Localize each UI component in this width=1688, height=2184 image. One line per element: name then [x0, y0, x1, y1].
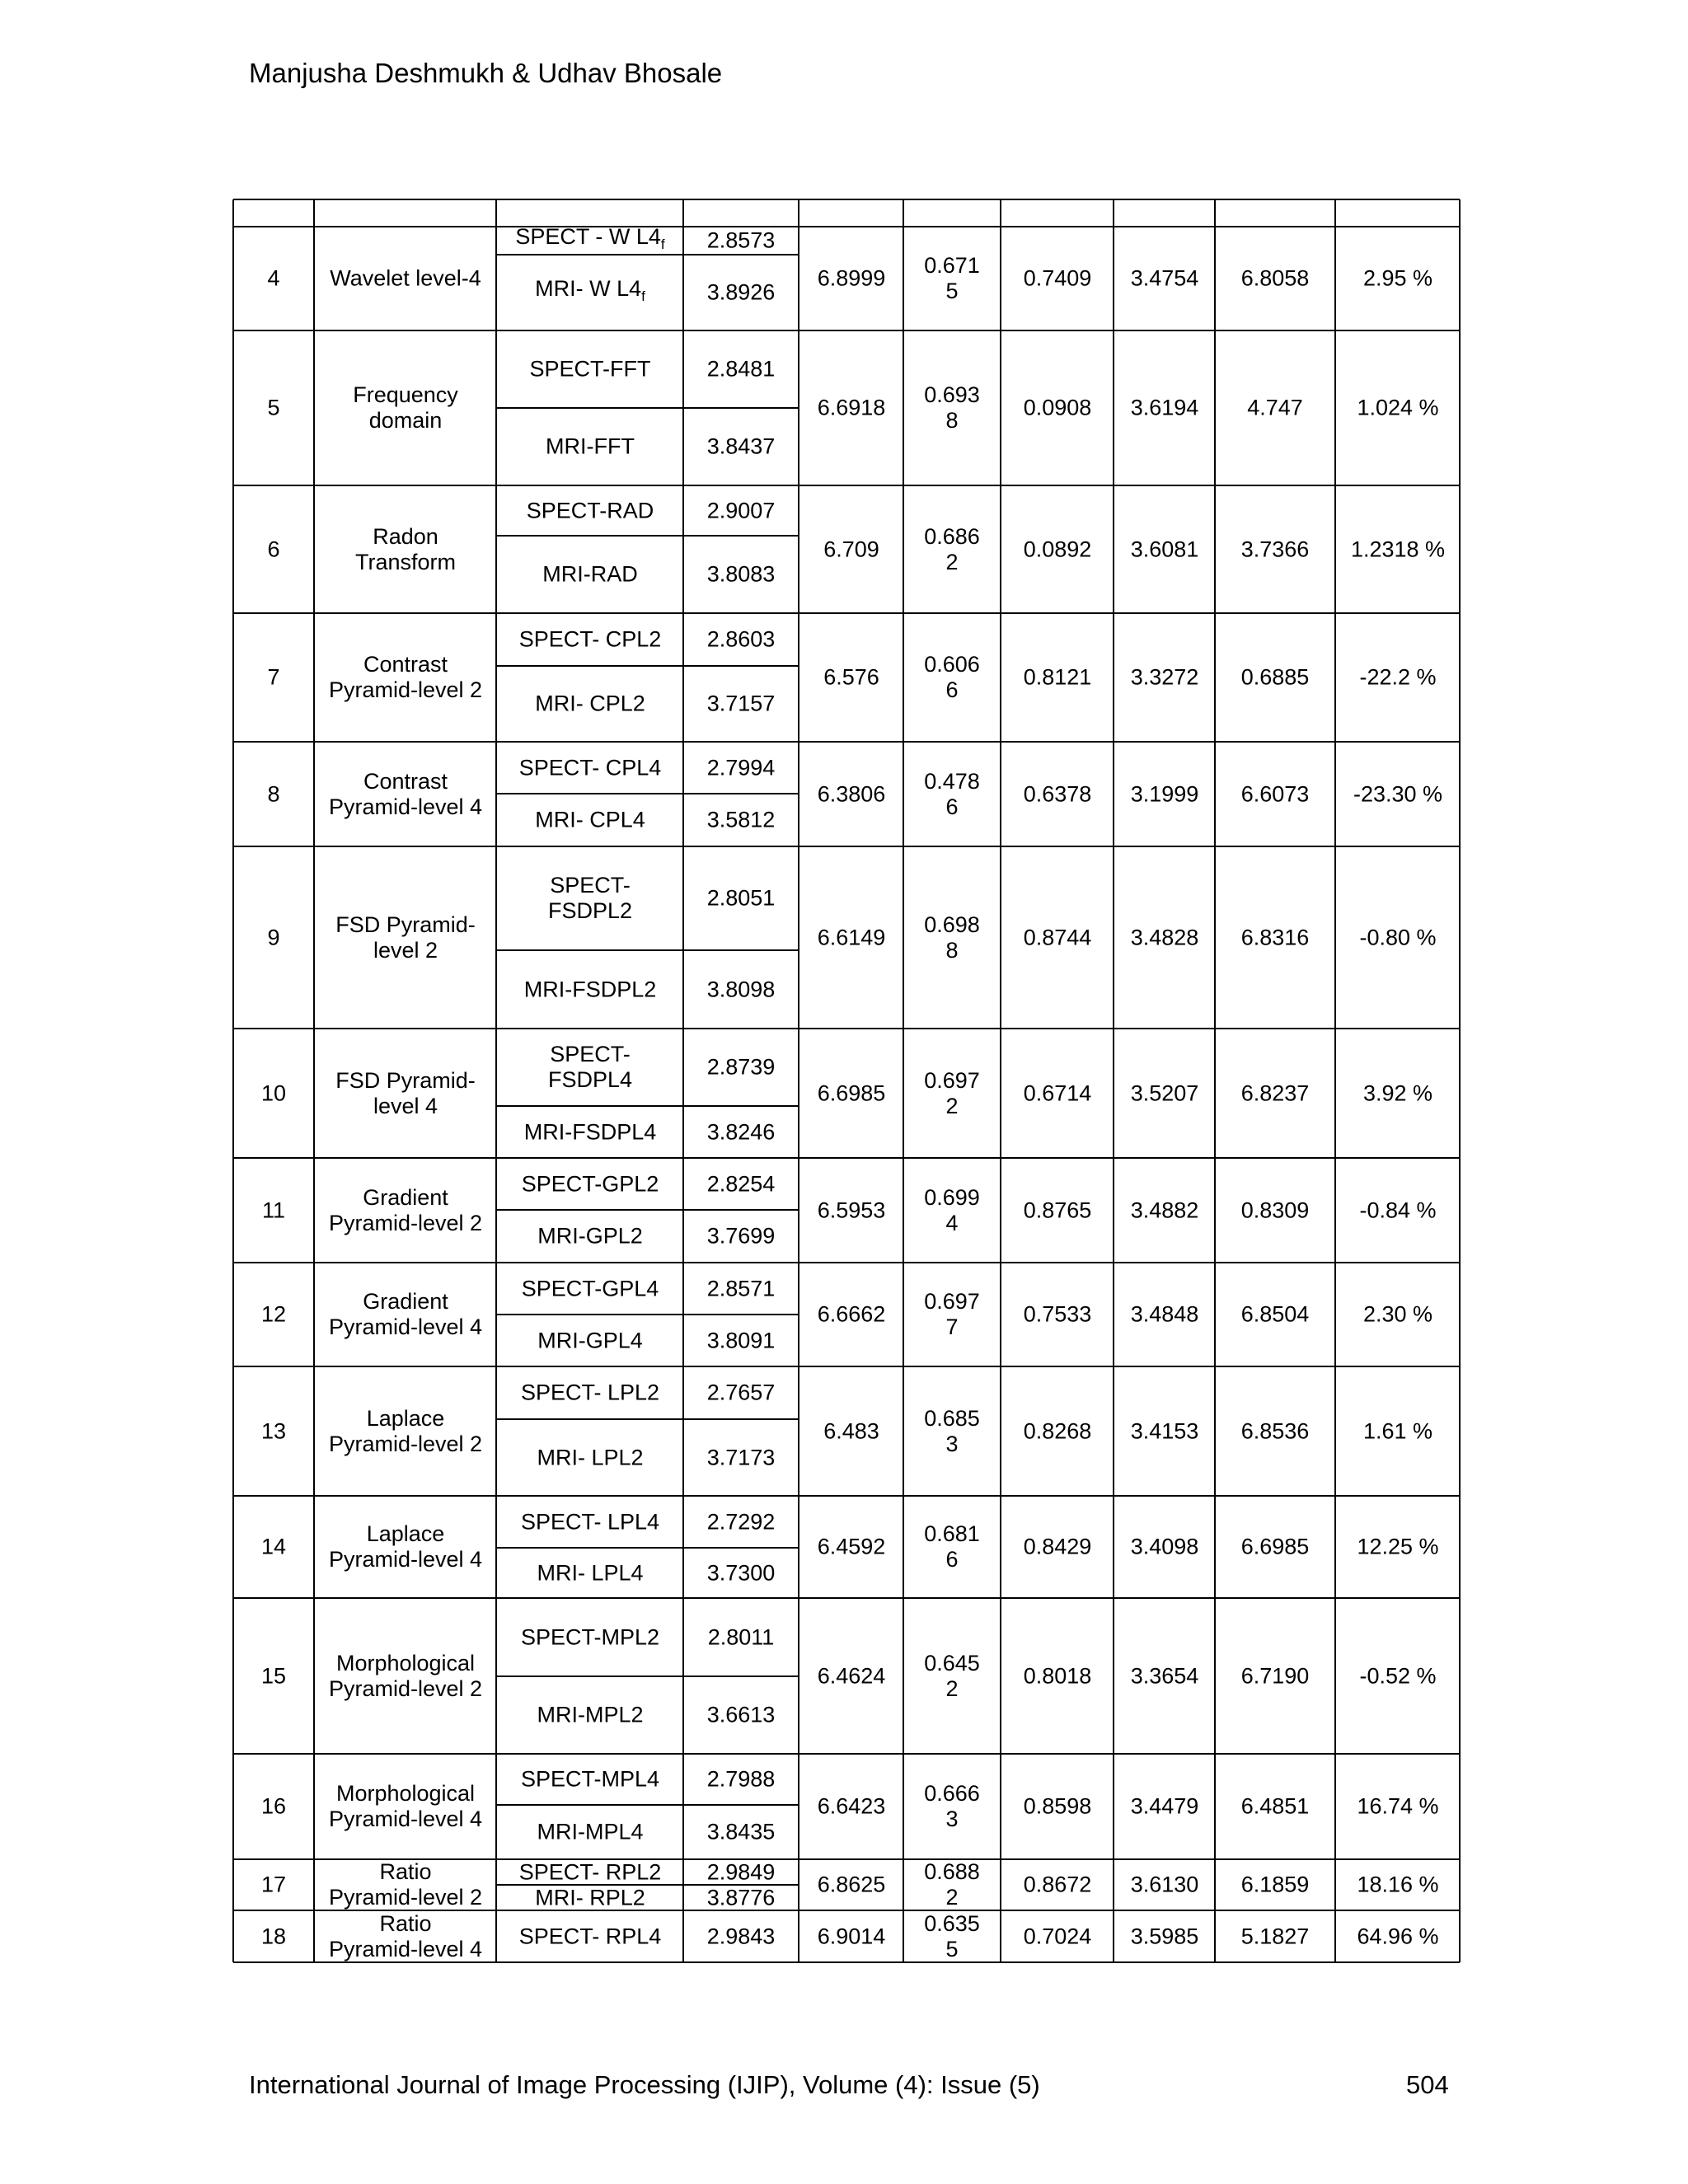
mri-value: 3.8776 — [706, 1885, 776, 1910]
spect-value: 2.8481 — [706, 356, 776, 382]
fusion-method: Radon Transform — [354, 523, 457, 574]
spect-value: 2.9843 — [706, 1924, 776, 1948]
fusion-method: Contrast Pyramid-level 2 — [328, 652, 483, 702]
metric-cell: 3.4828 — [1130, 925, 1199, 949]
running-header: Manjusha Deshmukh & Udhav Bhosale — [249, 58, 723, 88]
mri-label: MRI-MPL2 — [537, 1702, 644, 1727]
mri-label: MRI-MPL4 — [537, 1819, 644, 1844]
spect-value: 2.8603 — [706, 626, 776, 652]
metric-cell: 5.1827 — [1240, 1924, 1310, 1948]
metric-cell: 0.0892 — [1023, 537, 1092, 561]
mri-value: 3.8435 — [706, 1819, 776, 1844]
spect-label: SPECT- LPL4 — [520, 1509, 660, 1534]
metric-cell: 0.8268 — [1023, 1418, 1092, 1443]
metric-cell: 6.709 — [823, 537, 879, 561]
row-number: 5 — [267, 395, 280, 420]
metric-cell: 6.6985 — [817, 1080, 886, 1105]
metric-cell: 6.5953 — [817, 1197, 886, 1222]
mri-value: 3.7173 — [706, 1445, 776, 1469]
metric-cell: 0.697 7 — [924, 1289, 980, 1339]
row-number: 15 — [260, 1663, 287, 1688]
mri-label: MRI- CPL2 — [535, 691, 645, 716]
mri-label: MRI-FSDPL4 — [523, 1119, 657, 1144]
metric-cell: 3.7366 — [1240, 537, 1310, 561]
metric-cell: 3.6081 — [1130, 537, 1199, 561]
percent-cell: 3.92 % — [1362, 1080, 1433, 1105]
metric-cell: 0.645 2 — [924, 1650, 980, 1701]
metric-cell: 3.4848 — [1130, 1301, 1199, 1327]
metric-cell: 3.3654 — [1130, 1663, 1199, 1688]
metric-cell: 3.4882 — [1130, 1197, 1199, 1222]
metric-cell: 0.666 3 — [924, 1781, 980, 1831]
spect-label: SPECT-FFT — [529, 356, 651, 382]
mri-label: MRI- LPL2 — [537, 1445, 644, 1469]
percent-cell: -0.80 % — [1359, 925, 1437, 949]
fusion-method: Ratio Pyramid-level 2 — [328, 1859, 483, 1910]
mri-label: MRI-RAD — [542, 561, 638, 587]
metric-cell: 6.8625 — [817, 1872, 886, 1897]
metric-cell: 0.8672 — [1023, 1872, 1092, 1897]
spect-label: SPECT- CPL2 — [518, 626, 662, 652]
metric-cell: 0.685 3 — [924, 1405, 980, 1456]
percent-cell: 12.25 % — [1357, 1534, 1439, 1559]
mri-value: 3.8083 — [706, 561, 776, 587]
spect-value: 2.8571 — [706, 1276, 776, 1301]
metric-cell: 0.6378 — [1023, 781, 1092, 806]
metric-cell: 6.4592 — [817, 1534, 886, 1559]
percent-cell: -0.84 % — [1359, 1197, 1437, 1222]
fusion-method: Laplace Pyramid-level 2 — [328, 1405, 483, 1456]
metric-cell: 0.693 8 — [924, 382, 980, 433]
metric-cell: 6.6149 — [817, 925, 886, 949]
row-number: 13 — [260, 1418, 287, 1443]
fusion-method: Wavelet level-4 — [330, 265, 481, 291]
mri-label: MRI- LPL4 — [537, 1560, 644, 1585]
spect-value: 2.8573 — [706, 227, 776, 253]
mri-label: MRI-GPL2 — [537, 1223, 643, 1249]
spect-label: SPECT- CPL4 — [518, 755, 662, 780]
metric-cell: 6.6073 — [1240, 781, 1310, 806]
mri-label: MRI- W $L4_f$ — [535, 275, 645, 305]
percent-cell: -22.2 % — [1359, 664, 1437, 690]
metric-cell: 0.686 2 — [924, 523, 980, 574]
metric-cell: 0.8765 — [1023, 1197, 1092, 1222]
spect-label: SPECT- FSDPL4 — [547, 1042, 633, 1092]
metric-cell: 6.483 — [823, 1418, 879, 1443]
mri-label: MRI- CPL4 — [535, 807, 645, 832]
spect-label: SPECT-RAD — [526, 498, 654, 523]
metric-cell: 0.699 4 — [924, 1184, 980, 1235]
percent-cell: 2.30 % — [1362, 1301, 1433, 1327]
row-number: 7 — [267, 664, 280, 690]
fusion-method: Frequency domain — [353, 382, 458, 433]
spect-value: 2.7292 — [706, 1509, 776, 1534]
metric-cell: 0.7409 — [1023, 265, 1092, 291]
metric-cell: 6.8316 — [1240, 925, 1310, 949]
metric-cell: 0.8018 — [1023, 1663, 1092, 1688]
metric-cell: 6.8504 — [1240, 1301, 1310, 1327]
mri-value: 3.5812 — [706, 807, 776, 832]
percent-cell: -0.52 % — [1359, 1663, 1437, 1688]
fusion-method: Morphological Pyramid-level 4 — [328, 1781, 483, 1831]
metric-cell: 6.576 — [823, 664, 879, 690]
percent-cell: 2.95 % — [1362, 265, 1433, 291]
metric-cell: 0.6714 — [1023, 1080, 1092, 1105]
metric-cell: 0.7024 — [1023, 1924, 1092, 1948]
spect-value: 2.7994 — [706, 755, 776, 780]
percent-cell: -23.30 % — [1353, 781, 1443, 806]
fusion-method: Ratio Pyramid-level 4 — [328, 1910, 483, 1961]
row-number: 6 — [267, 537, 280, 561]
row-number: 9 — [267, 925, 280, 949]
row-number: 17 — [260, 1872, 287, 1897]
fusion-method: Gradient Pyramid-level 4 — [328, 1289, 483, 1339]
metric-cell: 0.8121 — [1023, 664, 1092, 690]
mri-value: 3.6613 — [706, 1702, 776, 1727]
metric-cell: 3.6194 — [1130, 395, 1199, 420]
mri-value: 3.8091 — [706, 1328, 776, 1352]
page-number: 504 — [1406, 2070, 1449, 2099]
spect-label: SPECT - W $L4_f$ — [515, 223, 665, 253]
metric-cell: 0.8744 — [1023, 925, 1092, 949]
metric-cell: 6.7190 — [1240, 1663, 1310, 1688]
metric-cell: 0.698 8 — [924, 912, 980, 963]
metric-cell: 3.3272 — [1130, 664, 1199, 690]
spect-value: 2.8739 — [706, 1054, 776, 1080]
row-number: 16 — [260, 1793, 287, 1819]
fusion-method: Gradient Pyramid-level 2 — [328, 1184, 483, 1235]
spect-value: 2.9007 — [706, 498, 776, 523]
metric-cell: 6.4624 — [817, 1663, 886, 1688]
metric-cell: 6.6423 — [817, 1793, 886, 1819]
percent-cell: 1.61 % — [1362, 1418, 1433, 1443]
spect-value: 2.8051 — [706, 885, 776, 911]
spect-label: SPECT- RPL4 — [518, 1924, 662, 1948]
mri-value: 3.8926 — [706, 279, 776, 305]
spect-label: SPECT- LPL2 — [520, 1380, 660, 1405]
metric-cell: 0.681 6 — [924, 1521, 980, 1572]
metric-cell: 0.8429 — [1023, 1534, 1092, 1559]
metric-cell: 3.5985 — [1130, 1924, 1199, 1948]
metric-cell: 6.1859 — [1240, 1872, 1310, 1897]
metric-cell: 0.6885 — [1240, 664, 1310, 690]
metric-cell: 6.3806 — [817, 781, 886, 806]
row-number: 10 — [260, 1080, 287, 1105]
metric-cell: 0.671 5 — [924, 253, 980, 303]
spect-value: 2.7657 — [706, 1380, 776, 1405]
mri-value: 3.8098 — [706, 977, 776, 1001]
fusion-method: Morphological Pyramid-level 2 — [328, 1650, 483, 1701]
spect-label: SPECT-GPL4 — [521, 1276, 659, 1301]
metric-cell: 6.6918 — [817, 395, 886, 420]
mri-label: MRI-FSDPL2 — [523, 977, 657, 1001]
metric-cell: 3.4153 — [1130, 1418, 1199, 1443]
mri-value: 3.8437 — [706, 434, 776, 459]
spect-label: SPECT-MPL4 — [520, 1766, 660, 1792]
metric-cell: 3.1999 — [1130, 781, 1199, 806]
metric-cell: 0.697 2 — [924, 1067, 980, 1118]
fusion-method: FSD Pyramid- level 2 — [335, 912, 476, 963]
spect-value: 2.8011 — [707, 1624, 775, 1649]
metric-cell: 4.747 — [1247, 395, 1303, 420]
percent-cell: 64.96 % — [1357, 1924, 1439, 1948]
percent-cell: 18.16 % — [1357, 1872, 1439, 1897]
row-number: 12 — [260, 1301, 287, 1327]
percent-cell: 1.024 % — [1357, 395, 1439, 420]
metric-cell: 0.688 2 — [924, 1859, 980, 1910]
fusion-method: Contrast Pyramid-level 4 — [328, 768, 483, 819]
row-number: 11 — [261, 1197, 286, 1222]
spect-label: SPECT-GPL2 — [521, 1171, 659, 1196]
metric-cell: 6.9014 — [817, 1924, 886, 1948]
row-number: 4 — [267, 265, 280, 291]
metric-cell: 6.4851 — [1240, 1793, 1310, 1819]
mri-value: 3.8246 — [706, 1119, 776, 1144]
metric-cell: 0.606 6 — [924, 652, 980, 702]
spect-label: SPECT-MPL2 — [520, 1624, 660, 1649]
mri-value: 3.7157 — [706, 691, 776, 716]
mri-value: 3.7300 — [706, 1560, 776, 1585]
metric-cell: 6.8536 — [1240, 1418, 1310, 1443]
fusion-method: Laplace Pyramid-level 4 — [328, 1521, 483, 1572]
metric-cell: 0.8598 — [1023, 1793, 1092, 1819]
mri-value: 3.7699 — [706, 1223, 776, 1249]
mri-label: MRI-FFT — [546, 434, 635, 459]
metric-cell: 3.4479 — [1130, 1793, 1199, 1819]
spect-value: 2.8254 — [706, 1171, 776, 1196]
metric-cell: 3.5207 — [1130, 1080, 1199, 1105]
row-number: 14 — [260, 1534, 287, 1559]
metric-cell: 3.4754 — [1130, 265, 1199, 291]
metric-cell: 3.4098 — [1130, 1534, 1199, 1559]
percent-cell: 1.2318 % — [1350, 537, 1446, 561]
metric-cell: 6.8237 — [1240, 1080, 1310, 1105]
metric-cell: 0.8309 — [1240, 1197, 1310, 1222]
metric-cell: 0.0908 — [1023, 395, 1092, 420]
metric-cell: 0.478 6 — [924, 768, 980, 819]
row-number: 18 — [260, 1924, 287, 1948]
metric-cell: 0.635 5 — [924, 1910, 980, 1961]
spect-value: 2.9849 — [706, 1859, 776, 1884]
fusion-method: FSD Pyramid- level 4 — [335, 1067, 476, 1118]
metric-cell: 6.8058 — [1240, 265, 1310, 291]
mri-label: MRI-GPL4 — [537, 1328, 643, 1352]
spect-value: 2.7988 — [706, 1766, 776, 1792]
spect-label: SPECT- RPL2 — [518, 1859, 662, 1884]
percent-cell: 16.74 % — [1357, 1793, 1439, 1819]
metric-cell: 3.6130 — [1130, 1872, 1199, 1897]
metric-cell: 6.6985 — [1240, 1534, 1310, 1559]
row-number: 8 — [267, 781, 280, 806]
mri-label: MRI- RPL2 — [535, 1885, 645, 1910]
spect-label: SPECT- FSDPL2 — [547, 873, 633, 923]
journal-footer: International Journal of Image Processing (IJIP), Volume (4): Issue (5) — [249, 2070, 1040, 2099]
metric-cell: 0.7533 — [1023, 1301, 1092, 1327]
metric-cell: 6.8999 — [817, 265, 886, 291]
metric-cell: 6.6662 — [817, 1301, 886, 1327]
